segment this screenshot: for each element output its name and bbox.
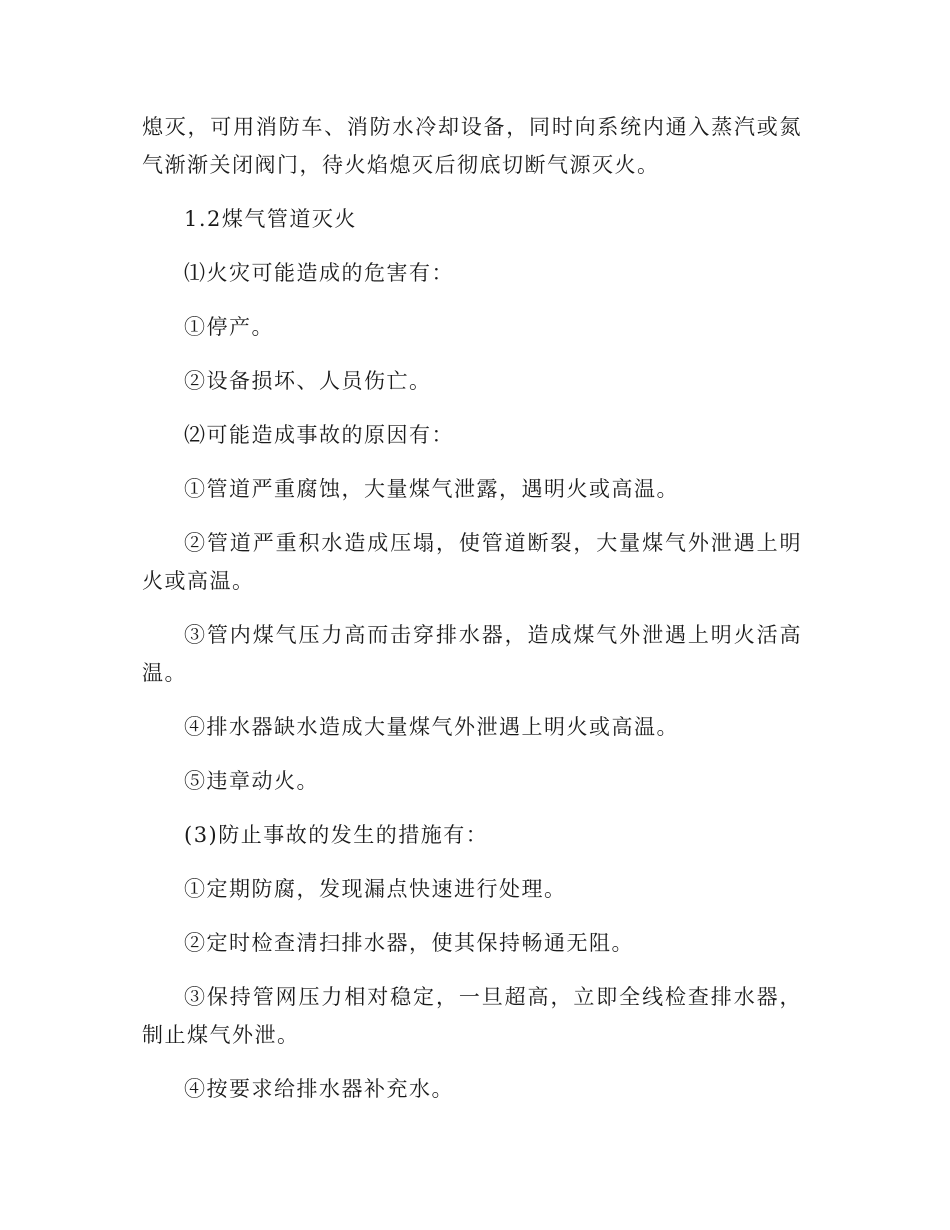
subheading-hazards: ⑴火灾可能造成的危害有： xyxy=(184,261,454,285)
list-item: ③管内煤气压力高而击穿排水器，造成煤气外泄遇上明火活高温。 xyxy=(142,623,802,685)
list-item: ②设备损坏、人员伤亡。 xyxy=(184,369,432,393)
list-item: ④排水器缺水造成大量煤气外泄遇上明火或高温。 xyxy=(184,715,679,739)
list-item: ②定时检查清扫排水器，使其保持畅通无阻。 xyxy=(184,931,634,955)
list-item: ③保持管网压力相对稳定，一旦超高，立即全线检查排水器，制止煤气外泄。 xyxy=(142,985,802,1047)
list-item: ①停产。 xyxy=(184,315,274,339)
list-item: ②管道严重积水造成压塌，使管道断裂，大量煤气外泄遇上明火或高温。 xyxy=(142,531,802,593)
list-item: ①管道严重腐蚀，大量煤气泄露，遇明火或高温。 xyxy=(184,477,679,501)
document-body xyxy=(142,108,802,1124)
list-item: ⑤违章动火。 xyxy=(184,769,319,793)
list-item: ①定期防腐，发现漏点快速进行处理。 xyxy=(184,877,567,901)
list-item: ④按要求给排水器补充水。 xyxy=(184,1077,454,1101)
subheading-causes: ⑵可能造成事故的原因有： xyxy=(184,423,454,447)
section-heading-1-2: 1.2煤气管道灭火 xyxy=(184,207,357,231)
subheading-measures: (3)防止事故的发生的措施有： xyxy=(184,823,489,847)
paragraph-continuation: 熄灭，可用消防车、消防水冷却设备，同时向系统内通入蒸汽或氮气渐渐关闭阀门，待火焰熄灭后彻底切断气源灭火。 xyxy=(142,115,802,177)
